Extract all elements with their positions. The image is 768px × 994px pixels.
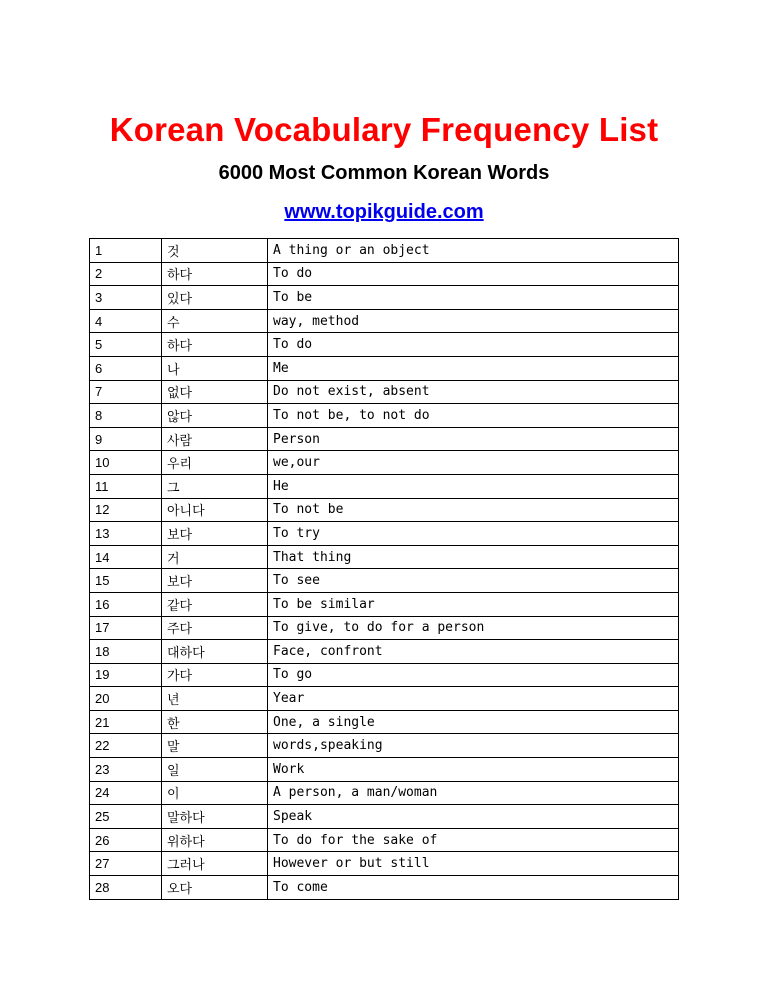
table-row <box>90 805 679 829</box>
english-meaning-cell: That thing <box>268 545 679 569</box>
word-number-cell: 25 <box>90 805 162 829</box>
korean-word-cell: 말하다 <box>162 805 268 829</box>
english-meaning-cell: To give, to do for a person <box>268 616 679 640</box>
word-number-cell: 15 <box>90 569 162 593</box>
english-meaning-cell: To come <box>268 876 679 900</box>
korean-word-cell: 같다 <box>162 592 268 616</box>
table-row <box>90 356 679 380</box>
table-row <box>90 663 679 687</box>
english-meaning-cell: To not be, to not do <box>268 404 679 428</box>
word-number-cell: 9 <box>90 427 162 451</box>
table-row <box>90 616 679 640</box>
english-meaning-cell: To see <box>268 569 679 593</box>
table-row <box>90 404 679 428</box>
korean-word-cell: 이 <box>162 781 268 805</box>
english-meaning-cell: Work <box>268 758 679 782</box>
korean-word-cell: 말 <box>162 734 268 758</box>
table-row <box>90 781 679 805</box>
word-number-cell: 19 <box>90 663 162 687</box>
page-subtitle: 6000 Most Common Korean Words <box>218 162 550 184</box>
english-meaning-cell: However or but still <box>268 852 679 876</box>
korean-word-cell: 오다 <box>162 876 268 900</box>
korean-word-cell: 있다 <box>162 286 268 310</box>
korean-word-cell: 년 <box>162 687 268 711</box>
table-row <box>90 758 679 782</box>
korean-word-cell: 없다 <box>162 380 268 404</box>
english-meaning-cell: A thing or an object <box>268 239 679 263</box>
table-row <box>90 640 679 664</box>
vocabulary-table <box>89 238 679 900</box>
korean-word-cell: 아니다 <box>162 498 268 522</box>
korean-word-cell: 우리 <box>162 451 268 475</box>
korean-word-cell: 보다 <box>162 569 268 593</box>
korean-word-cell: 그러나 <box>162 852 268 876</box>
word-number-cell: 16 <box>90 592 162 616</box>
english-meaning-cell: One, a single <box>268 710 679 734</box>
word-number-cell: 24 <box>90 781 162 805</box>
table-row <box>90 687 679 711</box>
table-row <box>90 852 679 876</box>
korean-word-cell: 사람 <box>162 427 268 451</box>
word-number-cell: 2 <box>90 262 162 286</box>
english-meaning-cell: Do not exist, absent <box>268 380 679 404</box>
word-number-cell: 7 <box>90 380 162 404</box>
english-meaning-cell: A person, a man/woman <box>268 781 679 805</box>
english-meaning-cell: To do <box>268 262 679 286</box>
word-number-cell: 5 <box>90 333 162 357</box>
korean-word-cell: 거 <box>162 545 268 569</box>
korean-word-cell: 대하다 <box>162 640 268 664</box>
vocabulary-table-body <box>90 239 679 900</box>
korean-word-cell: 주다 <box>162 616 268 640</box>
table-row <box>90 545 679 569</box>
english-meaning-cell: Person <box>268 427 679 451</box>
word-number-cell: 23 <box>90 758 162 782</box>
english-meaning-cell: way, method <box>268 309 679 333</box>
korean-word-cell: 하다 <box>162 333 268 357</box>
english-meaning-cell: Year <box>268 687 679 711</box>
english-meaning-cell: To be similar <box>268 592 679 616</box>
word-number-cell: 28 <box>90 876 162 900</box>
word-number-cell: 13 <box>90 522 162 546</box>
korean-word-cell: 위하다 <box>162 828 268 852</box>
english-meaning-cell: Me <box>268 356 679 380</box>
english-meaning-cell: we,our <box>268 451 679 475</box>
table-row <box>90 876 679 900</box>
word-number-cell: 14 <box>90 545 162 569</box>
word-number-cell: 3 <box>90 286 162 310</box>
word-number-cell: 20 <box>90 687 162 711</box>
english-meaning-cell: Speak <box>268 805 679 829</box>
korean-word-cell: 일 <box>162 758 268 782</box>
korean-word-cell: 그 <box>162 474 268 498</box>
table-row <box>90 333 679 357</box>
english-meaning-cell: To do for the sake of <box>268 828 679 852</box>
website-link[interactable]: www.topikguide.com <box>284 201 484 223</box>
word-number-cell: 4 <box>90 309 162 333</box>
table-row <box>90 427 679 451</box>
korean-word-cell: 것 <box>162 239 268 263</box>
word-number-cell: 21 <box>90 710 162 734</box>
korean-word-cell: 보다 <box>162 522 268 546</box>
table-row <box>90 262 679 286</box>
word-number-cell: 1 <box>90 239 162 263</box>
word-number-cell: 22 <box>90 734 162 758</box>
word-number-cell: 26 <box>90 828 162 852</box>
english-meaning-cell: To try <box>268 522 679 546</box>
word-number-cell: 11 <box>90 474 162 498</box>
english-meaning-cell: To do <box>268 333 679 357</box>
website-line <box>0 198 768 226</box>
word-number-cell: 12 <box>90 498 162 522</box>
english-meaning-cell: words,speaking <box>268 734 679 758</box>
korean-word-cell: 가다 <box>162 663 268 687</box>
word-number-cell: 17 <box>90 616 162 640</box>
word-number-cell: 27 <box>90 852 162 876</box>
korean-word-cell: 않다 <box>162 404 268 428</box>
table-row <box>90 734 679 758</box>
table-row <box>90 239 679 263</box>
english-meaning-cell: To not be <box>268 498 679 522</box>
table-row <box>90 451 679 475</box>
korean-word-cell: 하다 <box>162 262 268 286</box>
korean-word-cell: 수 <box>162 309 268 333</box>
table-row <box>90 309 679 333</box>
word-number-cell: 8 <box>90 404 162 428</box>
word-number-cell: 10 <box>90 451 162 475</box>
korean-word-cell: 한 <box>162 710 268 734</box>
korean-word-cell: 나 <box>162 356 268 380</box>
english-meaning-cell: Face, confront <box>268 640 679 664</box>
table-row <box>90 498 679 522</box>
english-meaning-cell: He <box>268 474 679 498</box>
word-number-cell: 6 <box>90 356 162 380</box>
table-row <box>90 592 679 616</box>
english-meaning-cell: To go <box>268 663 679 687</box>
table-row <box>90 569 679 593</box>
table-row <box>90 710 679 734</box>
english-meaning-cell: To be <box>268 286 679 310</box>
table-row <box>90 474 679 498</box>
table-row <box>90 828 679 852</box>
table-row <box>90 380 679 404</box>
page-title: Korean Vocabulary Frequency List <box>109 111 659 148</box>
word-number-cell: 18 <box>90 640 162 664</box>
table-row <box>90 286 679 310</box>
table-row <box>90 522 679 546</box>
